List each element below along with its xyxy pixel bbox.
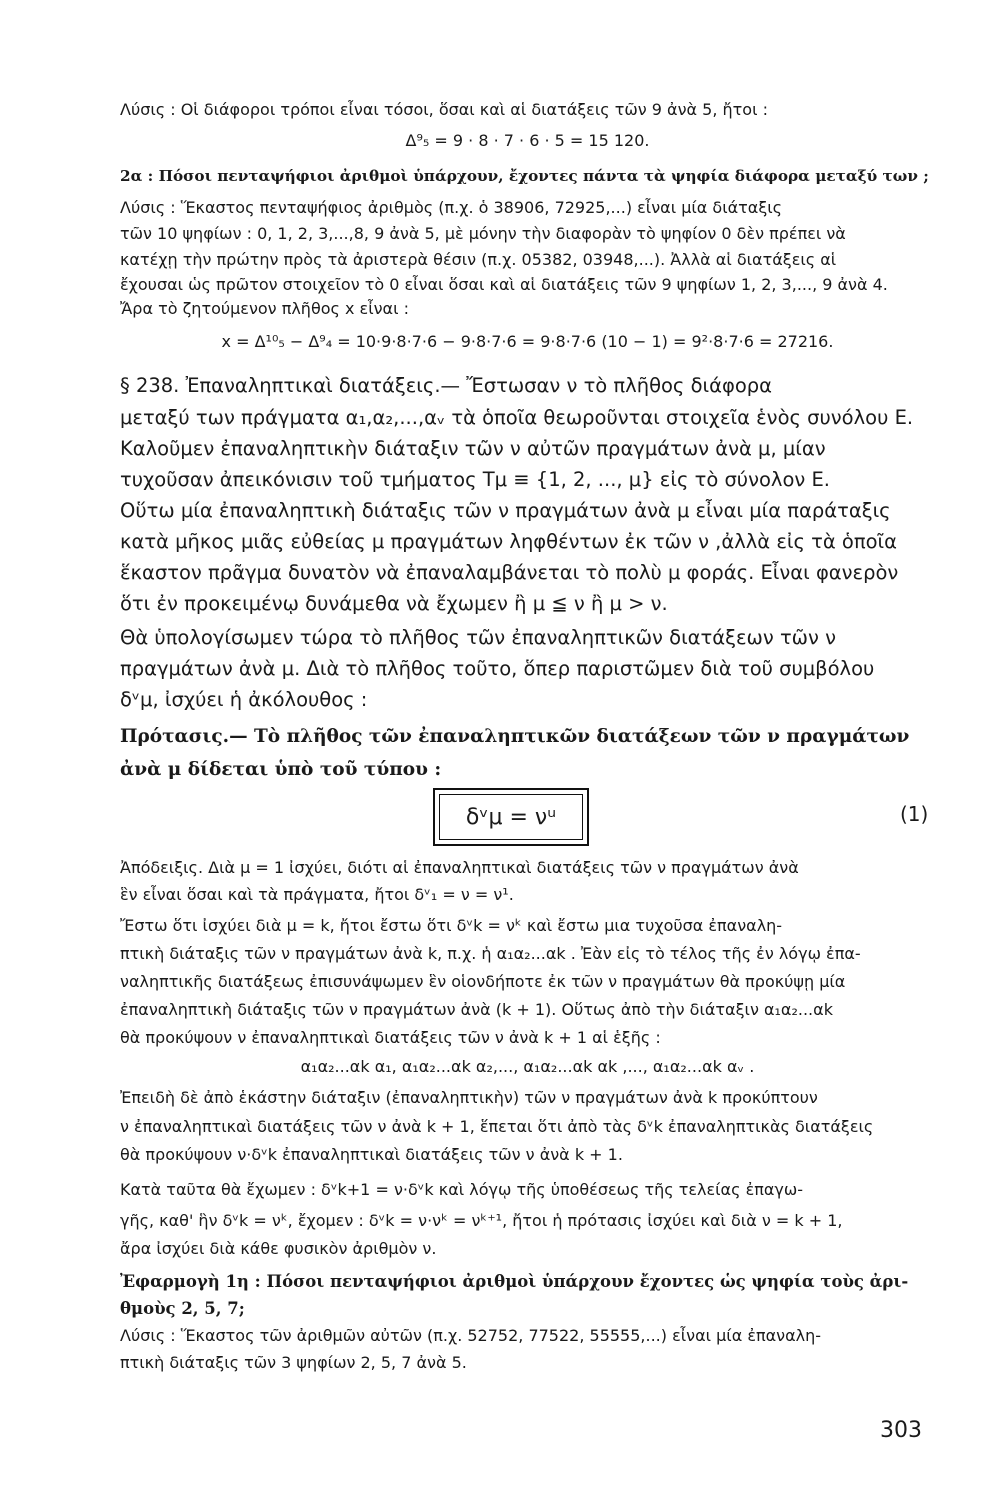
equation-number: (1) — [900, 802, 929, 826]
text-line: πτικὴ διάταξις τῶν 3 ψηφίων 2, 5, 7 ἀνὰ 5. — [120, 1353, 467, 1372]
page-number: 303 — [880, 1418, 922, 1443]
text-line: γῆς, καθ' ἣν δᵛk = νᵏ, ἔχομεν : δᵛk = ν·νᵏ = νᵏ⁺¹, ἤτοι ἡ πρότασις ἰσχύει καὶ διὰ ν = k + 1, — [120, 1211, 843, 1230]
proposition: Πρότασις.— Τὸ πλῆθος τῶν ἐπαναληπτικῶν διατάξεων τῶν ν πραγμάτων — [120, 726, 910, 747]
question: 2α : Πόσοι πενταψήφιοι ἀριθμοὶ ὑπάρχουν, ἔχοντες πάντα τὰ ψηφία διάφορα μεταξύ των ; — [120, 167, 929, 185]
text-line: Ἐπειδὴ δὲ ἀπὸ ἑκάστην διάταξιν (ἐπαναληπτικὴν) τῶν ν πραγμάτων ἀνὰ k προκύπτουν — [120, 1088, 818, 1107]
formula: δᵛμ = νᵘ — [439, 794, 583, 840]
text-line: κατέχῃ τὴν πρώτην πρὸς τὰ ἀριστερὰ θέσιν (π.χ. 05382, 03948,...). Ἀλλὰ αἱ διατάξεις αἱ — [120, 250, 837, 269]
text-line: Λύσις : Ἕκαστος πενταψήφιος ἀριθμὸς (π.χ. ὁ 38906, 72925,...) εἶναι μία διάταξις — [120, 198, 783, 217]
text-line: Λύσις : Οἱ διάφοροι τρόποι εἶναι τόσοι, ὅσαι καὶ αἱ διατάξεις τῶν 9 ἀνὰ 5, ἤτοι : — [120, 100, 768, 119]
equation: Δ⁹₅ = 9 · 8 · 7 · 6 · 5 = 15 120. — [405, 131, 650, 150]
formula-box — [433, 788, 589, 846]
text-line: Θὰ ὑπολογίσωμεν τώρα τὸ πλῆθος τῶν ἐπαναληπτικῶν διατάξεων τῶν ν — [120, 626, 836, 649]
text-line: θὰ προκύψουν ν ἐπαναληπτικαὶ διατάξεις τῶν ν ἀνὰ k + 1 αἱ ἑξῆς : — [120, 1028, 661, 1047]
text-line: κατὰ μῆκος μιᾶς εὐθείας μ πραγμάτων ληφθέντων ἐκ τῶν ν ,ἀλλὰ εἰς τὰ ὁποῖα — [120, 530, 897, 553]
text-line: ὅτι ἐν προκειμένῳ δυνάμεθα νὰ ἔχωμεν ἢ μ ≦ ν ἢ μ > ν. — [120, 592, 668, 615]
text-line: Ἄρα τὸ ζητούμενον πλῆθος x εἶναι : — [120, 299, 409, 318]
text-line: ἄρα ἰσχύει διὰ κάθε φυσικὸν ἀριθμὸν ν. — [120, 1239, 437, 1258]
text-line: Λύσις : Ἕκαστος τῶν ἀριθμῶν αὐτῶν (π.χ. 52752, 77522, 55555,...) εἶναι μία ἐπαναλη- — [120, 1326, 822, 1345]
text-line: δᵛμ, ἰσχύει ἡ ἀκόλουθος : — [120, 688, 368, 711]
text-line: μεταξύ των πράγματα α₁,α₂,...,αᵥ τὰ ὁποῖα θεωροῦνται στοιχεῖα ἑνὸς συνόλου Ε. — [120, 406, 914, 429]
text-line: θὰ προκύψουν ν·δᵛk ἐπαναληπτικαὶ διατάξεις τῶν ν ἀνὰ k + 1. — [120, 1145, 623, 1164]
text-line: Καλοῦμεν ἐπαναληπτικὴν διάταξιν τῶν ν αὐτῶν πραγμάτων ἀνὰ μ, μίαν — [120, 437, 826, 460]
equation: α₁α₂...αk α₁, α₁α₂...αk α₂,..., α₁α₂...αk αk ,..., α₁α₂...αk αᵥ . — [300, 1057, 755, 1076]
text-line: ἔχουσαι ὡς πρῶτον στοιχεῖον τὸ 0 εἶναι ὅσαι καὶ αἱ διατάξεις τῶν 9 ψηφίων 1, 2, 3,..., 9 ἀνὰ 4. — [120, 275, 888, 294]
text-line: πτικὴ διάταξις τῶν ν πραγμάτων ἀνὰ k, π.χ. ἡ α₁α₂...αk . Ἐὰν εἰς τὸ τέλος τῆς ἐν λόγῳ ἐπα- — [120, 944, 861, 963]
text-line: τῶν 10 ψηφίων : 0, 1, 2, 3,...,8, 9 ἀνὰ 5, μὲ μόνην τὴν διαφορὰν τὸ ψηφίον 0 δὲν πρέπει νὰ — [120, 224, 846, 243]
application: θμοὺς 2, 5, 7; — [120, 1299, 245, 1318]
text-line: Οὕτω μία ἐπαναληπτικὴ διάταξις τῶν ν πραγμάτων ἀνὰ μ εἶναι μία παράταξις — [120, 499, 891, 522]
text-line: ἐπαναληπτικὴ διάταξις τῶν ν πραγμάτων ἀνὰ (k + 1). Οὕτως ἀπὸ τὴν διάταξιν α₁α₂...αk — [120, 1000, 833, 1019]
text-line: ναληπτικῆς διατάξεως ἐπισυνάψωμεν ἓν οἱονδήποτε ἐκ τῶν ν πραγμάτων θὰ προκύψῃ μία — [120, 972, 846, 991]
application: Ἐφαρμογὴ 1η : Πόσοι πενταψήφιοι ἀριθμοὶ ὑπάρχουν ἔχοντες ὡς ψηφία τοὺς ἀρι- — [120, 1272, 909, 1291]
text-line: τυχοῦσαν ἀπεικόνισιν τοῦ τμήματος Tμ ≡ {1, 2, ..., μ} εἰς τὸ σύνολον Ε. — [120, 468, 830, 491]
equation: x = Δ¹⁰₅ − Δ⁹₄ = 10·9·8·7·6 − 9·8·7·6 = 9·8·7·6 (10 − 1) = 9²·8·7·6 = 27216. — [221, 332, 834, 351]
text-line: Ἔστω ὅτι ἰσχύει διὰ μ = k, ἤτοι ἔστω ὅτι δᵛk = νᵏ καὶ ἔστω μια τυχοῦσα ἐπαναλη- — [120, 916, 783, 935]
text-line: ἕκαστον πρᾶγμα δυνατὸν νὰ ἐπαναλαμβάνεται τὸ πολὺ μ φοράς. Εἶναι φανερὸν — [120, 561, 899, 584]
section-heading: § 238. Ἐπαναληπτικαὶ διατάξεις.— Ἔστωσαν ν τὸ πλῆθος διάφορα — [120, 374, 772, 397]
text-line: ἓν εἶναι ὅσαι καὶ τὰ πράγματα, ἤτοι δᵛ₁ = ν = ν¹. — [120, 885, 514, 904]
text-line: πραγμάτων ἀνὰ μ. Διὰ τὸ πλῆθος τοῦτο, ὅπερ παριστῶμεν διὰ τοῦ συμβόλου — [120, 657, 875, 680]
proposition: ἀνὰ μ δίδεται ὑπὸ τοῦ τύπου : — [120, 759, 442, 780]
text-line: ν ἐπαναληπτικαὶ διατάξεις τῶν ν ἀνὰ k + 1, ἕπεται ὅτι ἀπὸ τὰς δᵛk ἐπαναληπτικὰς διατάξεις — [120, 1117, 874, 1136]
text-line: Κατὰ ταῦτα θὰ ἔχωμεν : δᵛk+1 = ν·δᵛk καὶ λόγῳ τῆς ὑποθέσεως τῆς τελείας ἐπαγω- — [120, 1180, 804, 1199]
text-line: Ἀπόδειξις. Διὰ μ = 1 ἰσχύει, διότι αἱ ἐπαναληπτικαὶ διατάξεις τῶν ν πραγμάτων ἀνὰ — [120, 858, 799, 877]
